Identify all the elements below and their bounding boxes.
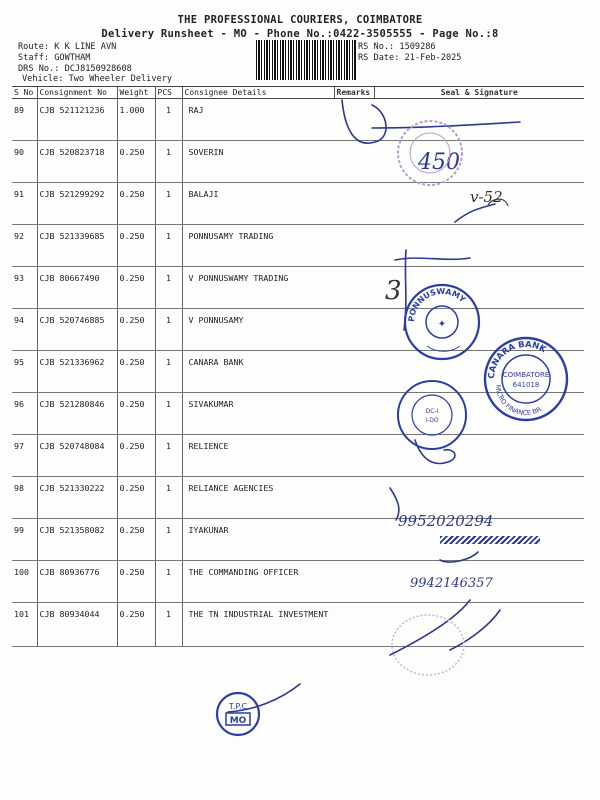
vehicle-label: Vehicle: Two Wheeler Delivery: [22, 74, 173, 84]
handwritten-phone-1: 9952020294: [398, 512, 494, 530]
cell-consignment: CJB 521339685: [37, 225, 117, 267]
cell-weight: 0.250: [117, 267, 155, 309]
ponnuswamy-stamp: [402, 282, 482, 362]
cell-sno: 96: [12, 393, 37, 435]
courier-round-stamp: [395, 378, 469, 452]
cell-consignment: CJB 521330222: [37, 477, 117, 519]
col-seal-signature: Seal & Signature: [374, 87, 584, 99]
cell-weight: 0.250: [117, 435, 155, 477]
svg-text:DC-I: DC-I: [425, 408, 439, 415]
svg-text:PONNUSWAMY: PONNUSWAMY: [406, 286, 468, 323]
cell-pcs: 1: [155, 225, 182, 267]
svg-text:✦: ✦: [437, 319, 447, 330]
cell-pcs: 1: [155, 477, 182, 519]
cell-weight: 0.250: [117, 183, 155, 225]
cell-consignee: THE TN INDUSTRIAL INVESTMENT: [182, 603, 334, 647]
cell-pcs: 1: [155, 309, 182, 351]
drs-number: DRS No.: DCJ8150928608: [18, 64, 132, 74]
company-title: THE PROFESSIONAL COURIERS, COIMBATORE: [177, 14, 423, 26]
handwritten-note-3: 3: [385, 276, 402, 306]
cell-consignment: CJB 80667490: [37, 267, 117, 309]
cell-consignee: V PONNUSAMY: [182, 309, 334, 351]
courier-stamp-1: [395, 118, 465, 188]
cell-weight: 1.000: [117, 99, 155, 141]
cell-pcs: 1: [155, 99, 182, 141]
cell-weight: 0.250: [117, 225, 155, 267]
svg-text:MICRO FINANCE BR.: MICRO FINANCE BR.: [493, 384, 545, 418]
cell-sno: 99: [12, 519, 37, 561]
cell-consignee: IYAKUNAR: [182, 519, 334, 561]
cell-consignee: BALAJI: [182, 183, 334, 225]
cell-pcs: 1: [155, 603, 182, 647]
cell-weight: 0.250: [117, 309, 155, 351]
cell-pcs: 1: [155, 435, 182, 477]
runsheet-subtitle: Delivery Runsheet - MO - Phone No.:0422-3505555 - Page No.:8: [101, 28, 499, 40]
cell-sno: 100: [12, 561, 37, 603]
scribble: [440, 536, 540, 544]
cell-weight: 0.250: [117, 141, 155, 183]
cell-consignment: CJB 521280846: [37, 393, 117, 435]
cell-consignment: CJB 521336962: [37, 351, 117, 393]
cell-consignment: CJB 520746885: [37, 309, 117, 351]
svg-text:I-DO: I-DO: [425, 417, 439, 424]
handwritten-note-v52: v-52: [470, 188, 503, 206]
cell-sno: 93: [12, 267, 37, 309]
cell-consignee: V PONNUSWAMY TRADING: [182, 267, 334, 309]
col-pcs: PCS: [155, 87, 182, 99]
cell-sno: 90: [12, 141, 37, 183]
cell-weight: 0.250: [117, 351, 155, 393]
cell-weight: 0.250: [117, 603, 155, 647]
cell-sno: 94: [12, 309, 37, 351]
col-sno: S No: [12, 87, 37, 99]
svg-text:641018: 641018: [512, 381, 540, 389]
cell-weight: 0.250: [117, 519, 155, 561]
cell-consignee: PONNUSAMY TRADING: [182, 225, 334, 267]
cell-pcs: 1: [155, 393, 182, 435]
cell-weight: 0.250: [117, 561, 155, 603]
cell-pcs: 1: [155, 351, 182, 393]
staff-label: Staff: GOWTHAM: [18, 53, 91, 63]
cell-weight: 0.250: [117, 477, 155, 519]
signature-row-89: [342, 100, 386, 143]
cell-consignee: RELIANCE AGENCIES: [182, 477, 334, 519]
cell-pcs: 1: [155, 561, 182, 603]
canara-bank-stamp: [482, 335, 570, 423]
cell-pcs: 1: [155, 141, 182, 183]
cell-sno: 95: [12, 351, 37, 393]
cell-pcs: 1: [155, 183, 182, 225]
cell-consignee: RELIENCE: [182, 435, 334, 477]
cell-consignee: THE COMMANDING OFFICER: [182, 561, 334, 603]
cell-consignment: CJB 521299292: [37, 183, 117, 225]
rs-date: RS Date: 21-Feb-2025: [358, 53, 462, 63]
cell-sno: 89: [12, 99, 37, 141]
rs-number: RS No.: 1509286: [358, 42, 436, 52]
svg-text:CANARA BANK: CANARA BANK: [486, 339, 548, 380]
handwritten-phone-2: 9942146357: [410, 576, 493, 591]
mo-stamp-text: MO: [229, 716, 247, 726]
cell-sno: 92: [12, 225, 37, 267]
cell-consignment: CJB 80936776: [37, 561, 117, 603]
cell-sno: 98: [12, 477, 37, 519]
col-weight: Weight: [117, 87, 155, 99]
cell-consignment: CJB 520823718: [37, 141, 117, 183]
col-remarks: Remarks: [334, 87, 374, 99]
route-label: Route: K K LINE AVN: [18, 42, 117, 52]
cell-consignment: CJB 521358082: [37, 519, 117, 561]
cell-consignee: RAJ: [182, 99, 334, 141]
cell-pcs: 1: [155, 267, 182, 309]
cell-weight: 0.250: [117, 393, 155, 435]
cell-consignment: CJB 80934044: [37, 603, 117, 647]
col-consignee: Consignee Details: [182, 87, 334, 99]
cell-consignee: SIVAKUMAR: [182, 393, 334, 435]
cell-consignee: SOVERIN: [182, 141, 334, 183]
mo-stamp: [214, 690, 262, 738]
svg-text:COIMBATORE: COIMBATORE: [502, 371, 550, 379]
cell-sno: 101: [12, 603, 37, 647]
handwritten-note-450: 450: [418, 150, 460, 175]
cell-sno: 91: [12, 183, 37, 225]
cell-consignee: CANARA BANK: [182, 351, 334, 393]
faint-stamp: [388, 610, 468, 680]
mo-stamp-top-text: T.P.C: [228, 702, 248, 711]
cell-consignment: CJB 520748084: [37, 435, 117, 477]
col-consignment: Consignment No: [37, 87, 117, 99]
cell-sno: 97: [12, 435, 37, 477]
cell-pcs: 1: [155, 519, 182, 561]
cell-consignment: CJB 521121236: [37, 99, 117, 141]
